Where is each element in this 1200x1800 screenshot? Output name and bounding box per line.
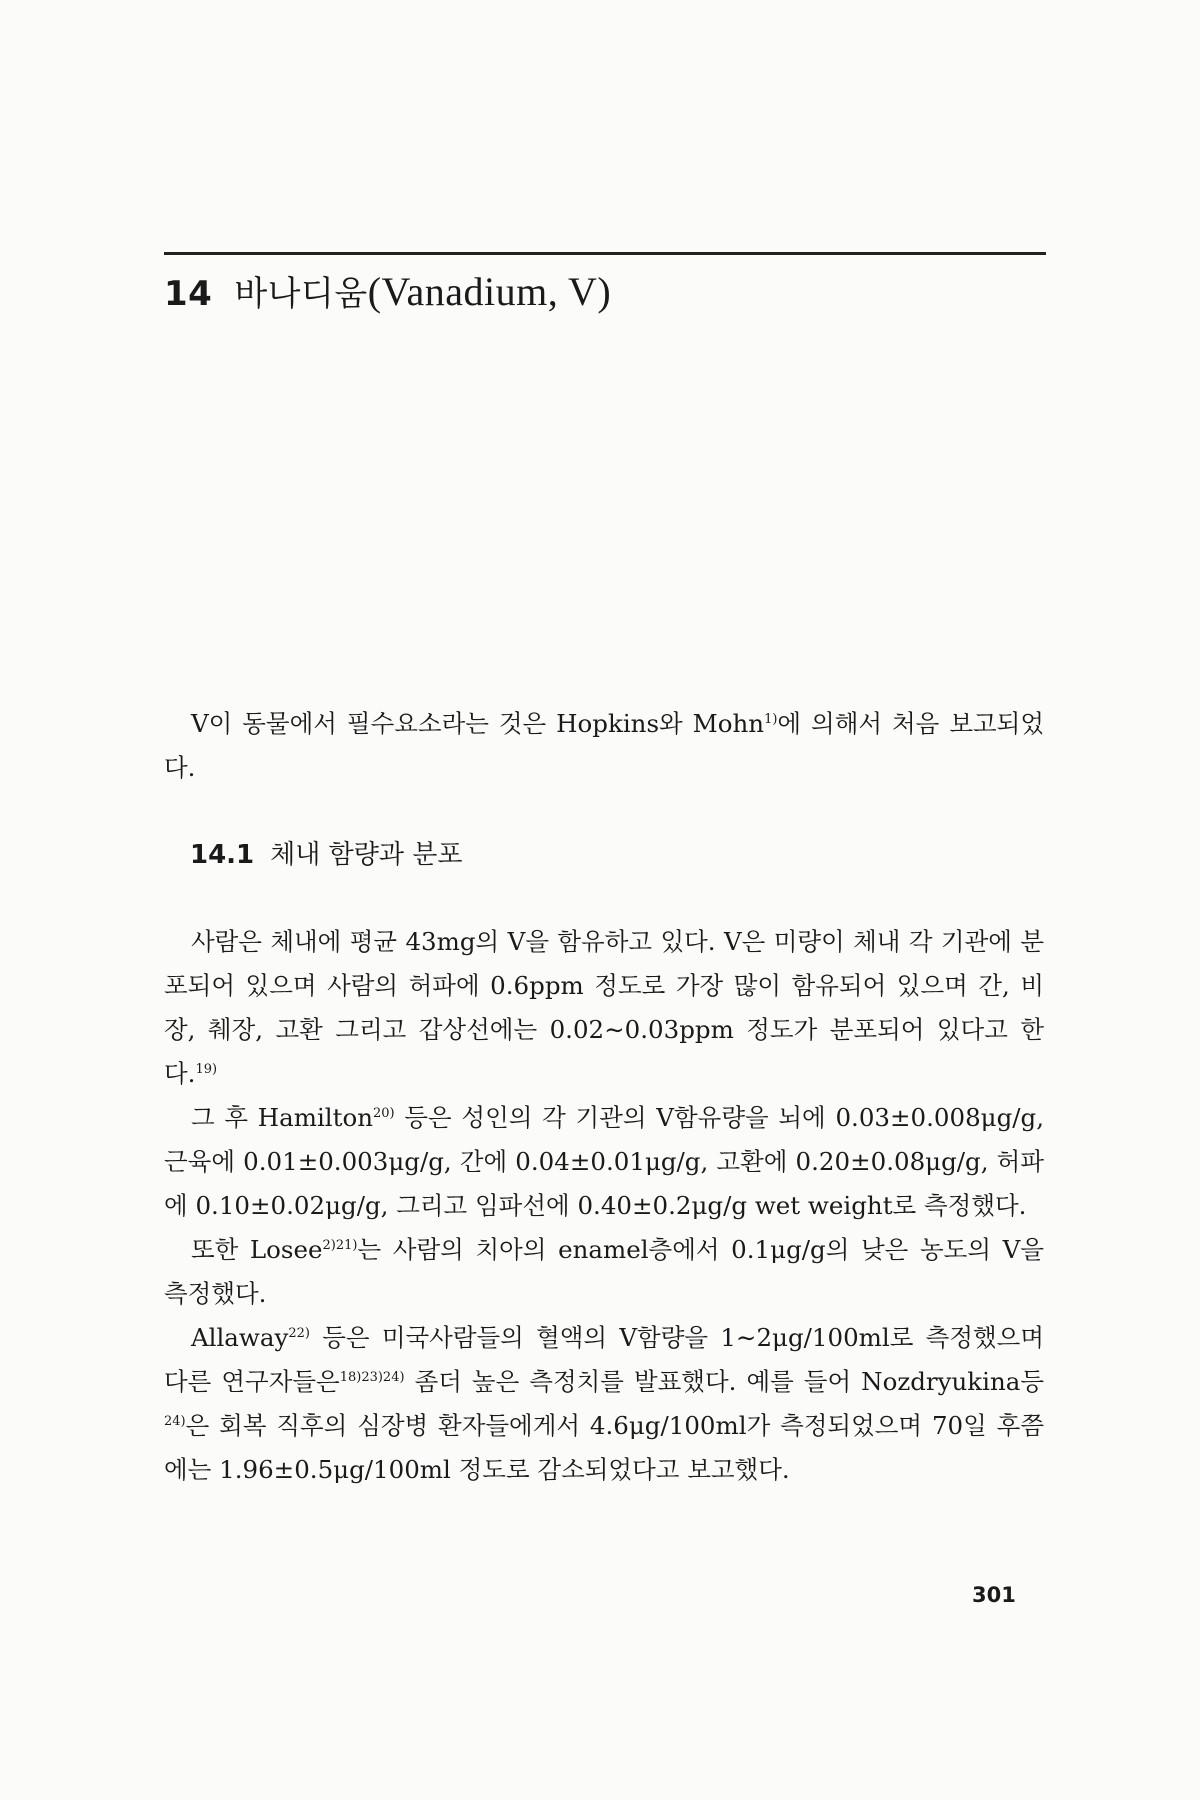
- body-paragraphs: [164, 920, 1044, 1492]
- section-heading: [190, 834, 463, 871]
- paragraph-text: 등은 미국사람들의 혈액의 V함량을 1∼2μg/100ml로 측정했으며 다른 연구자들은: [164, 1323, 1044, 1396]
- chapter-title-english: (Vanadium, V): [367, 269, 612, 314]
- paragraph-text: 또한 Losee: [190, 1235, 323, 1264]
- reference-superscript: 20): [373, 1105, 395, 1121]
- chapter-title: [164, 266, 611, 315]
- paragraph-text: 사람은 체내에 평균 43mg의 V을 함유하고 있다. V은 미량이 체내 각 기관에 분포되어 있으며 사람의 허파에 0.6ppm 정도로 가장 많이 함유되어 있으며 간, 비장, 췌장, 고환 그리고 갑상선에는 0.02∼0.03ppm 정도가 분포되어 있다고 한다.: [164, 927, 1044, 1088]
- chapter-title-korean: 바나디움: [234, 274, 368, 314]
- paragraph-text: 그 후 Hamilton: [190, 1103, 373, 1132]
- reference-superscript: 18)23)24): [339, 1369, 405, 1385]
- chapter-top-rule: [164, 252, 1046, 255]
- paragraph-text: 은 회복 직후의 심장병 환자들에게서 4.6μg/100ml가 측정되었으며 70일 후쯤에는 1.96±0.5μg/100ml 정도로 감소되었다고 보고했다.: [164, 1411, 1044, 1484]
- section-title: 체내 함량과 분포: [270, 840, 463, 870]
- paragraph: [164, 1096, 1044, 1228]
- reference-superscript: 2)21): [322, 1237, 358, 1253]
- paragraph-text: 좀더 높은 측정치를 발표했다. 예를 들어 Nozdryukina등: [404, 1367, 1044, 1396]
- reference-superscript: 19): [195, 1061, 218, 1077]
- reference-superscript: 22): [288, 1325, 310, 1341]
- intro-reference: 1): [764, 711, 778, 727]
- paragraph-text: Allaway: [190, 1323, 289, 1352]
- chapter-number: 14: [164, 274, 213, 314]
- paragraph-text: 는 사람의 치아의 enamel층에서 0.1μg/g의 낮은 농도의 V을 측정했다.: [164, 1235, 1044, 1308]
- intro-text: V이 동물에서 필수요소라는 것은 Hopkins와 Mohn: [190, 709, 765, 738]
- section-number: 14.1: [190, 840, 255, 870]
- paragraph: [164, 1228, 1044, 1316]
- intro-text-after: 에 의해서 처음 보고되었다.: [164, 709, 1044, 782]
- paragraph: [164, 1316, 1044, 1492]
- reference-superscript: 24): [164, 1413, 186, 1429]
- paragraph: [164, 920, 1044, 1096]
- intro-paragraph: [164, 702, 1044, 790]
- paragraph-text: 등은 성인의 각 기관의 V함유량을 뇌에 0.03±0.008μg/g, 근육에 0.01±0.003μg/g, 간에 0.04±0.01μg/g, 고환에 0.20±0.08μg/g, 허파에 0.10±0.02μg/g, 그리고 임파선에 0.40±0.2μg/g wet weight로 측정했다.: [164, 1103, 1044, 1220]
- page-number: 301: [972, 1583, 1016, 1607]
